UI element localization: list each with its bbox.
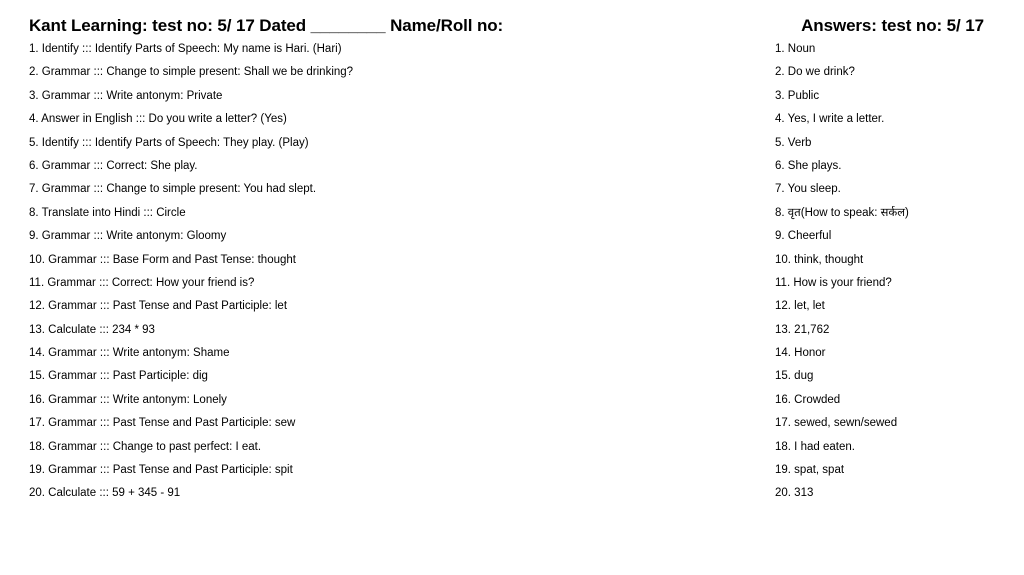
question-item: 10. Grammar ::: Base Form and Past Tense: thought	[29, 253, 296, 266]
answer-item: 20. 313	[775, 487, 814, 500]
question-item: 4. Answer in English ::: Do you write a letter? (Yes)	[29, 113, 287, 126]
question-item: 5. Identify ::: Identify Parts of Speech: They play. (Play)	[29, 136, 309, 149]
answer-item: 13. 21,762	[775, 323, 830, 336]
question-item: 1. Identify ::: Identify Parts of Speech: My name is Hari. (Hari)	[29, 43, 342, 55]
question-item: 8. Translate into Hindi ::: Circle	[29, 206, 186, 219]
question-item: 11. Grammar ::: Correct: How your friend is?	[29, 276, 255, 289]
question-item: 6. Grammar ::: Correct: She play.	[29, 159, 198, 172]
answer-item: 11. How is your friend?	[775, 276, 892, 289]
question-item: 15. Grammar ::: Past Participle: dig	[29, 370, 208, 383]
questions-list	[29, 42, 729, 510]
question-item: 20. Calculate ::: 59 + 345 - 91	[29, 487, 181, 500]
worksheet-title: Kant Learning: test no: 5/ 17 Dated ________ Name/Roll no:	[29, 16, 504, 35]
question-item: 13. Calculate ::: 234 * 93	[29, 323, 155, 336]
answer-item: 8. वृत(How to speak: सर्कल)	[775, 206, 909, 219]
answer-item: 2. Do we drink?	[775, 66, 855, 79]
question-item: 7. Grammar ::: Change to simple present: You had slept.	[29, 183, 317, 196]
answer-item: 5. Verb	[775, 136, 812, 149]
question-item: 19. Grammar ::: Past Tense and Past Participle: spit	[29, 464, 293, 477]
question-item: 12. Grammar ::: Past Tense and Past Participle: let	[29, 300, 288, 313]
question-item: 2. Grammar ::: Change to simple present: Shall we be drinking?	[29, 66, 354, 79]
question-item: 18. Grammar ::: Change to past perfect: I eat.	[29, 440, 262, 453]
question-item: 14. Grammar ::: Write antonym: Shame	[29, 347, 230, 360]
answer-item: 1. Noun	[775, 43, 816, 55]
answer-item: 12. let, let	[775, 300, 825, 313]
question-item: 16. Grammar ::: Write antonym: Lonely	[29, 393, 227, 406]
answer-item: 9. Cheerful	[775, 230, 832, 243]
answer-item: 6. She plays.	[775, 159, 842, 172]
answer-item: 16. Crowded	[775, 393, 841, 406]
answer-item: 4. Yes, I write a letter.	[775, 113, 885, 126]
answers-list	[775, 42, 1005, 510]
answer-item: 18. I had eaten.	[775, 440, 855, 453]
answer-item: 15. dug	[775, 370, 814, 383]
question-item: 17. Grammar ::: Past Tense and Past Participle: sew	[29, 417, 296, 430]
answers-title: Answers: test no: 5/ 17	[801, 16, 984, 35]
question-item: 9. Grammar ::: Write antonym: Gloomy	[29, 230, 227, 243]
question-item: 3. Grammar ::: Write antonym: Private	[29, 89, 223, 102]
answer-item: 14. Honor	[775, 347, 826, 360]
answer-item: 10. think, thought	[775, 253, 864, 266]
answer-item: 17. sewed, sewn/sewed	[775, 417, 898, 430]
answer-item: 19. spat, spat	[775, 464, 845, 477]
answer-item: 7. You sleep.	[775, 183, 841, 196]
answer-item: 3. Public	[775, 89, 820, 102]
